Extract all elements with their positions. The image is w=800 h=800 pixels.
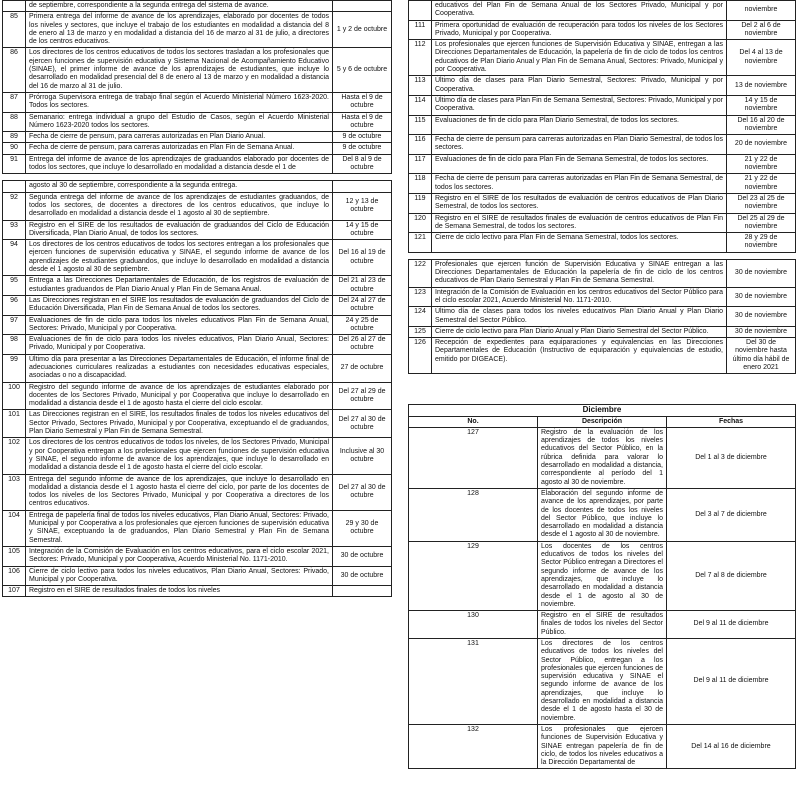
row-date: Del 30 de noviembre hasta último día hábil de enero 2021 <box>727 338 796 374</box>
row-number: 129 <box>409 541 538 610</box>
row-number: 86 <box>3 48 26 92</box>
table-row <box>3 1 392 12</box>
table-row <box>3 295 392 315</box>
row-number: 93 <box>3 220 26 240</box>
row-number: 87 <box>3 92 26 112</box>
row-number: 101 <box>3 410 26 438</box>
table-row <box>3 510 392 546</box>
row-date: 30 de noviembre <box>727 259 796 287</box>
row-description: Fecha de cierre de pensum para carreras autorizadas en Plan Fin de Semana Semestral, de todos los sectores. <box>432 174 727 194</box>
row-description: Integración de la Comisión de Evaluación en los centros educativos, para el ciclo escolar 2021, Sectores: Privado, Municipal y por Cooperativa, Acuerdo Ministerial No. 1171-2010. <box>26 546 333 566</box>
row-date: 12 y 13 de octubre <box>333 192 392 220</box>
row-number: 120 <box>409 213 432 233</box>
row-number: 89 <box>3 132 26 143</box>
row-number: 119 <box>409 193 432 213</box>
row-description: Último día de clases para todos los niveles educativos Plan Diario Anual y Plan Diario Semestral del Sector Público. <box>432 307 727 327</box>
row-description: Fecha de cierre de pensum, para carreras autorizadas en Plan Diario Anual. <box>26 132 333 143</box>
row-date: 1 y 2 de octubre <box>333 12 392 48</box>
row-number: 132 <box>409 724 538 768</box>
row-number: 125 <box>409 326 432 337</box>
row-description: Evaluaciones de fin de ciclo para Plan Fin de Semana Semestral, de todos los sectores. <box>432 154 727 174</box>
row-date: Del 16 al 19 de octubre <box>333 240 392 276</box>
table-row <box>3 240 392 276</box>
row-date: 30 de noviembre <box>727 287 796 307</box>
row-date: 13 de noviembre <box>727 76 796 96</box>
table-row <box>409 287 796 307</box>
row-date: 14 y 15 de noviembre <box>727 95 796 115</box>
row-number: 107 <box>3 586 26 597</box>
table-row <box>3 438 392 474</box>
row-date: noviembre <box>727 1 796 21</box>
table-row <box>3 335 392 355</box>
table-row <box>409 213 796 233</box>
row-date: 20 de noviembre <box>727 135 796 155</box>
row-description: Último día de clases para Plan Diario Semestral, Sectores: Privado, Municipal y por Cooperativa. <box>432 76 727 96</box>
row-date: 30 de octubre <box>333 566 392 586</box>
row-date: Hasta el 9 de octubre <box>333 92 392 112</box>
table-row <box>409 427 796 488</box>
row-date: Del 8 al 9 de octubre <box>333 154 392 174</box>
row-number: 131 <box>409 639 538 725</box>
row-date: Del 9 al 11 de diciembre <box>667 639 796 725</box>
table-row <box>3 220 392 240</box>
row-number: 112 <box>409 40 432 76</box>
row-description: Registro del segundo informe de avance de los aprendizajes de estudiantes elaborado por docentes de los Sectores Privado, Municipal y por Cooperativa que incluye lo desarrollado en modalidad a distancia desde el 1 de agosto hasta el cierre del ciclo escolar. <box>26 382 333 410</box>
row-description: Evaluaciones de fin de ciclo para todos los niveles educativos, Plan Diario Anual, Sectores: Privado, Municipal y por Cooperativa. <box>26 335 333 355</box>
row-number: 98 <box>3 335 26 355</box>
table-row <box>3 12 392 48</box>
table-row <box>3 566 392 586</box>
row-number: 104 <box>3 510 26 546</box>
row-date: Del 23 al 25 de noviembre <box>727 193 796 213</box>
row-description: Cierre de ciclo lectivo para todos los niveles educativos, Plan Diario Anual, Sectores: Privado, Municipal y por Cooperativa. <box>26 566 333 586</box>
row-number: 123 <box>409 287 432 307</box>
row-description: Segunda entrega del informe de avance de los aprendizajes de estudiantes graduandos, de todos los sectores, de docentes a directores de los centros educativos, que incluye lo desarrollado en modalidad a distancia desde el 1 agosto al 30 de septiembre. <box>26 192 333 220</box>
row-description: Entrega del informe de avance de los aprendizajes de graduandos elaborado por docentes de todos los sectores, que incluye lo desarrollado en modalidad a distancia desde el 1 de <box>26 154 333 174</box>
december-table <box>408 404 796 769</box>
header-dates: Fechas <box>667 416 796 427</box>
table-row <box>409 541 796 610</box>
table-row <box>409 639 796 725</box>
row-description: Registro de la evaluación de los aprendizajes de todos los niveles educativos del Sector Público, en la rúbrica definida para valorar lo desarrollado en modalidad a distancia, correspondiente al período del 1 agosto al 30 de noviembre. <box>538 427 667 488</box>
row-date: 29 y 30 de octubre <box>333 510 392 546</box>
row-number: 126 <box>409 338 432 374</box>
row-date: Del 27 al 30 de octubre <box>333 474 392 510</box>
row-description: Último día de clases para Plan Fin de Semana Semestral, Sectores: Privado, Municipal y por Cooperativa. <box>432 95 727 115</box>
row-number: 117 <box>409 154 432 174</box>
row-description: Entrega de papelería final de todos los niveles educativos, Plan Diario Anual, Sectores: Privado, Municipal y por Cooperativa a los profesionales que ejercen funciones de supervisión educativa y SINAE, exceptuando la de graduandos, Plan Diario Semestral y Plan Fin de Semana Semestral. <box>26 510 333 546</box>
table-row <box>409 259 796 287</box>
table-row <box>3 382 392 410</box>
row-date: Del 2 al 6 de noviembre <box>727 20 796 40</box>
row-date <box>333 1 392 12</box>
row-description: Elaboración del segundo informe de avance de los aprendizajes, por parte de los docentes de todos los niveles del Sector Público, que incluye lo desarrollado en modalidad a distancia desde el 1 agosto al 30 de noviembre. <box>538 488 667 541</box>
row-number: 130 <box>409 611 538 639</box>
row-date: Del 24 al 27 de octubre <box>333 295 392 315</box>
table-row <box>3 192 392 220</box>
row-date: Del 26 al 27 de octubre <box>333 335 392 355</box>
row-date: 27 de octubre <box>333 354 392 382</box>
table-row <box>3 276 392 296</box>
table-row <box>3 181 392 192</box>
row-number: 102 <box>3 438 26 474</box>
table-row <box>409 724 796 768</box>
row-description: Prórroga Supervisora entrega de trabajo final según el Acuerdo Ministerial Número 1623-2020. Todos los sectores. <box>26 92 333 112</box>
row-date: 9 de octubre <box>333 132 392 143</box>
row-number: 92 <box>3 192 26 220</box>
table-row <box>409 76 796 96</box>
table-row <box>409 193 796 213</box>
row-date: Del 4 al 13 de noviembre <box>727 40 796 76</box>
row-description: Último día para presentar a las Direcciones Departamentales de Educación, el informe final de adecuaciones curriculares realizadas a estudiantes con necesidades educativas especiales, asociadas o no a discapacidad. <box>26 354 333 382</box>
row-number: 111 <box>409 20 432 40</box>
row-date: 14 y 15 de octubre <box>333 220 392 240</box>
row-description: Entrega a las Direcciones Departamentales de Educación, de los registros de evaluación de estudiantes graduandos de Plan Diario Anual y Plan Fin de Semana Anual. <box>26 276 333 296</box>
row-number: 96 <box>3 295 26 315</box>
row-date <box>333 586 392 597</box>
row-number: 85 <box>3 12 26 48</box>
right-column <box>408 0 796 769</box>
table-row <box>3 92 392 112</box>
row-number: 122 <box>409 259 432 287</box>
row-description: Los directores de los centros educativos de todos los sectores entregan a los profesionales que ejercen funciones de supervisión educativa y SINAE, el segundo informe de avance de los aprendizajes de estudiantes graduandos, que incluye lo desarrollado en modalidad a distancia desde el 1 agosto al 30 de septiembre. <box>26 240 333 276</box>
row-date: Del 3 al 7 de diciembre <box>667 488 796 541</box>
row-number: 100 <box>3 382 26 410</box>
month-title: Diciembre <box>409 405 796 416</box>
row-number: 116 <box>409 135 432 155</box>
row-date: Del 27 al 30 de octubre <box>333 410 392 438</box>
header-description: Descripción <box>538 416 667 427</box>
row-description: Semanario: entrega individual a grupo del Estudio de Casos, según el Acuerdo Ministerial Número 1623-2020 todos los sectores. <box>26 112 333 132</box>
row-number: 105 <box>3 546 26 566</box>
row-date: Hasta el 9 de octubre <box>333 112 392 132</box>
row-number: 118 <box>409 174 432 194</box>
table-row <box>3 48 392 92</box>
table-row <box>3 132 392 143</box>
row-description: Cierre de ciclo lectivo para Plan Diario Anual y Plan Diario Semestral del Sector Público. <box>432 326 727 337</box>
row-date: Del 16 al 20 de noviembre <box>727 115 796 135</box>
activities-table-top-right <box>408 0 796 253</box>
row-date: Del 14 al 16 de diciembre <box>667 724 796 768</box>
row-number: 115 <box>409 115 432 135</box>
row-number: 97 <box>3 315 26 335</box>
row-description: Las Direcciones registran en el SIRE, los resultados finales de todos los niveles educativos del Sector Privado, Sectores Privado, Municipal y por Cooperativa, exceptuando el de graduandos, Plan Diario Semestral y Plan Fin de Semana Semestral. <box>26 410 333 438</box>
row-description: Fecha de cierre de pensum, para carreras autorizadas en Plan Fin de Semana Anual. <box>26 143 333 154</box>
table-row <box>3 315 392 335</box>
row-description: Evaluaciones de fin de ciclo para Plan Diario Semestral, de todos los sectores. <box>432 115 727 135</box>
row-number: 90 <box>3 143 26 154</box>
row-number: 94 <box>3 240 26 276</box>
table-row <box>409 1 796 21</box>
row-description: Cierre de ciclo lectivo para Plan Fin de Semana Semestral, todos los sectores. <box>432 233 727 253</box>
table-row <box>3 410 392 438</box>
row-description: educativos del Plan Fin de Semana Anual de los Sectores Privado, Municipal y por Cooperativa. <box>432 1 727 21</box>
row-date: 28 y 29 de noviembre <box>727 233 796 253</box>
row-date: Del 27 al 29 de octubre <box>333 382 392 410</box>
row-description: Registro en el SIRE de resultados finales de todos los niveles del Sector Público. <box>538 611 667 639</box>
row-number <box>409 1 432 21</box>
activities-table-bottom-left <box>2 180 392 597</box>
row-number <box>3 181 26 192</box>
row-description: Profesionales que ejercen función de Supervisión Educativa y SINAE entregan a las Direcciones Departamentales de Educación la papelería de fin de ciclo de los centros educativos de Plan Diario Semestral y Plan Fin de Semana Semestral. <box>432 259 727 287</box>
row-date: 21 y 22 de noviembre <box>727 154 796 174</box>
header-no: No. <box>409 416 538 427</box>
row-date: 30 de noviembre <box>727 307 796 327</box>
table-row <box>3 586 392 597</box>
row-number <box>3 1 26 12</box>
activities-table-middle-right <box>408 259 796 375</box>
row-number: 121 <box>409 233 432 253</box>
row-number: 99 <box>3 354 26 382</box>
row-number: 113 <box>409 76 432 96</box>
row-description: Recepción de expedientes para equiparaciones y equivalencias en las Direcciones Departamentales de Educación (Instructivo de equiparación y equivalencias de estudio, emitido por DIGEACE). <box>432 338 727 374</box>
row-number: 91 <box>3 154 26 174</box>
row-number: 95 <box>3 276 26 296</box>
table-row <box>3 154 392 174</box>
row-description: Los docentes de los centros educativos de todos los niveles del Sector Público entregan a Directores el segundo informe de avance de los aprendizajes, que incluye lo desarrollado en modalidad a distancia desde el 1 de agosto al 30 de noviembre. <box>538 541 667 610</box>
table-row <box>409 326 796 337</box>
row-date: Del 7 al 8 de diciembre <box>667 541 796 610</box>
row-number: 106 <box>3 566 26 586</box>
row-number: 127 <box>409 427 538 488</box>
row-description: Evaluaciones de fin de ciclo para todos los niveles educativos Plan Fin de Semana Anual, Sectores: Privado, Municipal y por Cooperativa. <box>26 315 333 335</box>
row-date: 9 de octubre <box>333 143 392 154</box>
row-date: 21 y 22 de noviembre <box>727 174 796 194</box>
row-description: Integración de la Comisión de Evaluación en los centros educativos del Sector Público para el ciclo escolar 2021, Acuerdo Ministerial No. 1171-2010. <box>432 287 727 307</box>
table-row <box>3 143 392 154</box>
table-row <box>3 112 392 132</box>
row-date: Del 1 al 3 de diciembre <box>667 427 796 488</box>
row-date <box>333 181 392 192</box>
row-date: Del 25 al 29 de noviembre <box>727 213 796 233</box>
row-date: Inclusive al 30 octubre <box>333 438 392 474</box>
row-number: 128 <box>409 488 538 541</box>
row-number: 124 <box>409 307 432 327</box>
row-description: Fecha de cierre de pensum para carreras autorizadas en Plan Diario Semestral, de todos los sectores. <box>432 135 727 155</box>
row-description: Registro en el SIRE de los resultados de evaluación de graduandos del Ciclo de Educación Diversificada, Plan Diario Anual, de todos los sectores. <box>26 220 333 240</box>
table-row <box>409 115 796 135</box>
row-date: Del 21 al 23 de octubre <box>333 276 392 296</box>
table-row <box>409 488 796 541</box>
table-row <box>3 354 392 382</box>
row-description: Registro en el SIRE de resultados finales de evaluación de centros educativos de Plan Fin de Semana Semestral, de todos los sectores. <box>432 213 727 233</box>
table-row <box>409 154 796 174</box>
row-number: 103 <box>3 474 26 510</box>
activities-table-top-left <box>2 0 392 174</box>
table-row <box>409 20 796 40</box>
table-row <box>409 135 796 155</box>
row-description: Entrega del segundo informe de avance de los aprendizajes, que incluye lo desarrollado en modalidad a distancia desde el 1 agosto hasta el cierre del ciclo, por parte de los docentes de todos los niveles de los Sectores Privado, Municipal y por Cooperativa a directores de los centros educativos. <box>26 474 333 510</box>
row-description: Primera oportunidad de evaluación de recuperación para todos los niveles de los Sectores Privado, Municipal y por Cooperativa. <box>432 20 727 40</box>
table-row <box>3 474 392 510</box>
row-number: 88 <box>3 112 26 132</box>
row-date: 30 de octubre <box>333 546 392 566</box>
row-description: Los profesionales que ejercen funciones de Supervisión Educativa y SINAE, entregan a las Direcciones Departamentales de Educación, la papelería de fin de ciclo de todos los centros educativos de Plan Diario Anual y Plan Fin de Semana Anual, Sectores: Privado, Municipal y por Cooperativa. <box>432 40 727 76</box>
table-row <box>409 95 796 115</box>
table-row <box>409 174 796 194</box>
row-description: Registro en el SIRE de los resultados de evaluación de centros educativos de Plan Diario Semestral, de todos los sectores. <box>432 193 727 213</box>
row-description: de septiembre, correspondiente a la segunda entrega del sistema de avance. <box>26 1 333 12</box>
table-row <box>409 338 796 374</box>
table-row <box>409 611 796 639</box>
table-row <box>409 40 796 76</box>
table-row <box>3 546 392 566</box>
row-date: 24 y 25 de octubre <box>333 315 392 335</box>
row-number: 114 <box>409 95 432 115</box>
row-description: Los directores de los centros educativos de todos los niveles del Sector Público, entregan a los profesionales que ejercen funciones de supervisión educativa y SINAE el segundo informe de avance de los aprendizajes, que incluye lo desarrollado en modalidad a distancia desde el 1 de agosto hasta el 30 de noviembre. <box>538 639 667 725</box>
row-date: Del 9 al 11 de diciembre <box>667 611 796 639</box>
row-description: Los profesionales que ejercen funciones de Supervisión Educativa y SINAE entregan papelería de fin de ciclo, de todos los niveles educativos a la Dirección Departamental de <box>538 724 667 768</box>
row-date: 30 de noviembre <box>727 326 796 337</box>
row-description: Registro en el SIRE de resultados finales de todos los niveles <box>26 586 333 597</box>
left-column <box>2 0 392 597</box>
table-row <box>409 307 796 327</box>
row-description: Las Direcciones registran en el SIRE los resultados de evaluación de graduandos del Ciclo de Educación Diversificada, Plan Fin de Semana Anual de todos los sectores. <box>26 295 333 315</box>
row-description: Los directores de los centros educativos de todos los niveles, de los Sectores Privado, Municipal y por Cooperativa entregan a los profesionales que ejercen funciones de supervisión educativa y SINAE, el segundo informe de avance de los aprendizajes, que incluye lo desarrollado en modalidad a distancia desde el 1 de agosto hasta el cierre del ciclo escolar. <box>26 438 333 474</box>
row-description: Primera entrega del informe de avance de los aprendizajes, elaborado por docentes de todos los niveles y sectores, que incluye el trabajo de los estudiantes en modalidad a distancia del 8 de enero al 13 de marzo y en modalidad a distancia del 16 de marzo al 31 de julio, a directores de los centros educativos. <box>26 12 333 48</box>
row-description: agosto al 30 de septiembre, correspondiente a la segunda entrega. <box>26 181 333 192</box>
row-date: 5 y 6 de octubre <box>333 48 392 92</box>
table-row <box>409 233 796 253</box>
row-description: Los directores de los centros educativos de todos los sectores trasladan a los profesionales que ejercen funciones de supervisión educativa y Sistema Nacional de Acompañamiento Educativo (SINAE), el primer informe de avance de los aprendizajes de estudiantes, que incluye lo desarrollado en modalidad presencial del 8 de enero al 13 de marzo y en modalidad a distancia del 16 de marzo al 31 de julio. <box>26 48 333 92</box>
